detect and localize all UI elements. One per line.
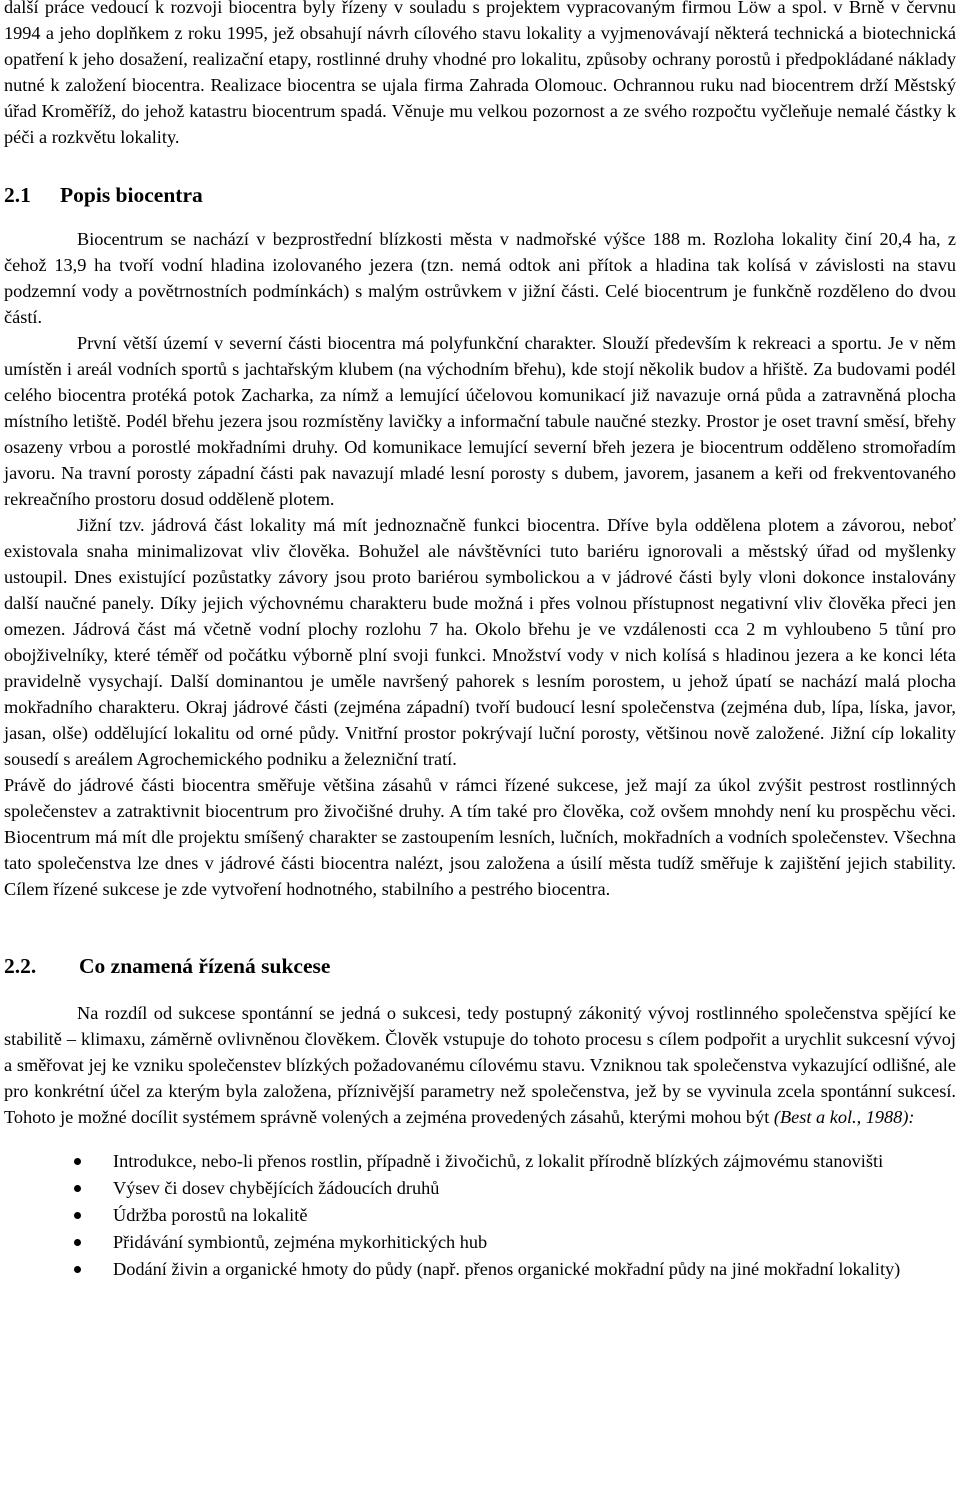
paragraph-location: Biocentrum se nachází v bezprostřední blízkosti města v nadmořské výšce 188 m. Rozloha lokality činí 20,4 ha, z čehož 13,9 ha tvoří vodní hladina izolovaného jezera (tzn. nemá odtok ani přítok a hladina tak kolísá v závislosti na stavu podzemní vody a povětrnostních podmínkách) s malým ostrůvkem v jižní části. Celé biocentrum je funkčně rozděleno do dvou částí.: [4, 229, 956, 327]
intro-paragraph: další práce vedoucí k rozvoji biocentra byly řízeny v souladu s projektem vypracovaným firmou Löw a spol. v Brně v červnu 1994 a jeho doplňkem z roku 1995, jež obsahují návrh cílového stavu lokality a vyjmenovávají některá technická a biotechnická opatření k jeho dosažení, realizační etapy, rostlinné druhy vhodné pro lokalitu, způsoby ochrany porostů i předpokládané náklady nutné k založení biocentra. Realizace biocentra se ujala firma Zahrada Olomouc. Ochrannou ruku nad biocentrem drží Městský úřad Kroměříž, do jehož katastru biocentrum spadá. Věnuje mu velkou pozornost a ze svého rozpočtu vyčleňuje nemalé částky k péči a rozkvětu lokality.: [4, 0, 956, 147]
list-item-text: Dodání živin a organické hmoty do půdy (např. přenos organické mokřadní půdy na jiné mokřadní lokality): [113, 1259, 901, 1279]
citation: (Best a kol., 1988):: [773, 1107, 915, 1127]
list-item: [4, 1148, 956, 1174]
list-item-text: Přidávání symbiontů, zejména mykorhitických hub: [113, 1232, 488, 1252]
section-title: Popis biocentra: [60, 183, 203, 207]
paragraph-definition-text: Na rozdíl od sukcese spontánní se jedná o sukcesi, tedy postupný zákonitý vývoj rostlinného společenstva spějící ke stabilitě – klimaxu, záměrně ovlivněnou člověkem. Člověk vstupuje do tohoto procesu s cílem podpořit a urychlit sukcesní vývoj a směřovat jej ke vzniku společenstev blízkých požadovanému cílovému stavu. Vzniknou tak společenstva vykazující odlišné, ale pro konkrétní účel za kterým byla založena, příznivější parametry než společenstva, jež by se vyvinula zcela spontánní sukcesí. Tohoto je možné docílit systémem správně volených a zejména provedených zásahů, kterými mohou být: [4, 1003, 956, 1127]
list-item: [4, 1175, 956, 1201]
section-number: 2.1: [4, 183, 31, 207]
bullet-icon: [74, 1212, 81, 1219]
paragraph-managed-succession: Právě do jádrové části biocentra směřuje většina zásahů v rámci řízené sukcese, jež mají za úkol zvýšit pestrost rostlinných společenstev a zatraktivnit biocentrum pro živočišné druhy. A tím také pro člověka, což ovšem mnohdy není ku prospěchu věci. Biocentrum má mít dle projektu smíšený charakter se zastoupením lesních, lučních, mokřadních a vodních společenstev. Všechna tato společenstva lze dnes v jádrové části biocentra nalézt, jsou založena a úsilí města tudíž směřuje k zajištění jejich stability. Cílem řízené sukcese je zde vytvoření hodnotného, stabilního a pestrého biocentra.: [4, 775, 956, 899]
list-item: [4, 1202, 956, 1228]
list-item: [4, 1256, 956, 1282]
section-heading-2-1: [4, 181, 956, 209]
section-heading-2-2: [4, 952, 956, 980]
list-item: [4, 1229, 956, 1255]
bullet-icon: [74, 1266, 81, 1273]
paragraph-north-part: První větší území v severní části biocentra má polyfunkční charakter. Slouží především k rekreaci a sportu. Je v něm umístěn i areál vodních sportů s jachtařským klubem (na východním břehu), kde stojí několik budov a hřiště. Za budovami podél celého biocentra protéká potok Zacharka, za nímž a lemující účelovou komunikací již navazuje orná půda a zatravněná plocha místního letiště. Podél břehu jezera jsou rozmístěny lavičky a informační tabule naučné stezky. Prostor je oset travní směsí, břehy osazeny vrbou a porostlé mokřadními druhy. Od komunikace lemující severní břeh jezera je biocentrum odděleno stromořadím javoru. Na travní porosty západní části pak navazují mladé lesní porosty s dubem, javorem, jasanem a keři od frekventovaného rekreačního prostoru dosud odděleně plotem.: [4, 333, 956, 509]
bullet-icon: [74, 1185, 81, 1192]
list-item-text: Výsev či dosev chybějících žádoucích druhů: [113, 1178, 440, 1198]
bullet-list: [4, 1148, 956, 1282]
section-title: Co znamená řízená sukcese: [79, 954, 331, 978]
paragraph-definition: [4, 1000, 956, 1130]
bullet-icon: [74, 1239, 81, 1246]
section-number: 2.2.: [4, 954, 37, 978]
list-item-text: Údržba porostů na lokalitě: [113, 1205, 308, 1225]
list-item-text: Introdukce, nebo-li přenos rostlin, případně i živočichů, z lokalit přírodně blízkých zájmovému stanovišti: [113, 1151, 884, 1171]
paragraph-core-part: Jižní tzv. jádrová část lokality má mít jednoznačně funkci biocentra. Dříve byla oddělena plotem a závorou, neboť existovala snaha minimalizovat vliv člověka. Bohužel ale návštěvníci tuto bariéru ignorovali a městský úřad od myšlenky ustoupil. Dnes existující pozůstatky závory jsou proto bariérou symbolickou a v jádrové části byly vloni dokonce instalovány další naučné panely. Díky jejich výchovnému charakteru bude možná i přes volnou přístupnost negativní vliv člověka přeci jen omezen. Jádrová část má včetně vodní plochy rozlohu 7 ha. Okolo břehu je ve vzdálenosti cca 2 m vyhloubeno 5 tůní pro obojživelníky, které téměř od počátku výborně plní svoji funkci. Množství vody v nich kolísá s hladinou jezera a ke konci léta pravidelně vysychají. Další dominantou je uměle navršený pahorek s lesním porostem, u jehož úpatí se nachází malá plocha mokřadního charakteru. Okraj jádrové části (zejména západní) tvoří budoucí lesní společenstva (zejména dub, lípa, líska, javor, jasan, olše) oddělující lokalitu od orné půdy. Vnitřní prostor pokrývají luční porosty, většinou nově založené. Jižní cíp lokality sousedí s areálem Agrochemického podniku a železniční tratí.: [4, 515, 956, 769]
bullet-icon: [74, 1158, 81, 1165]
